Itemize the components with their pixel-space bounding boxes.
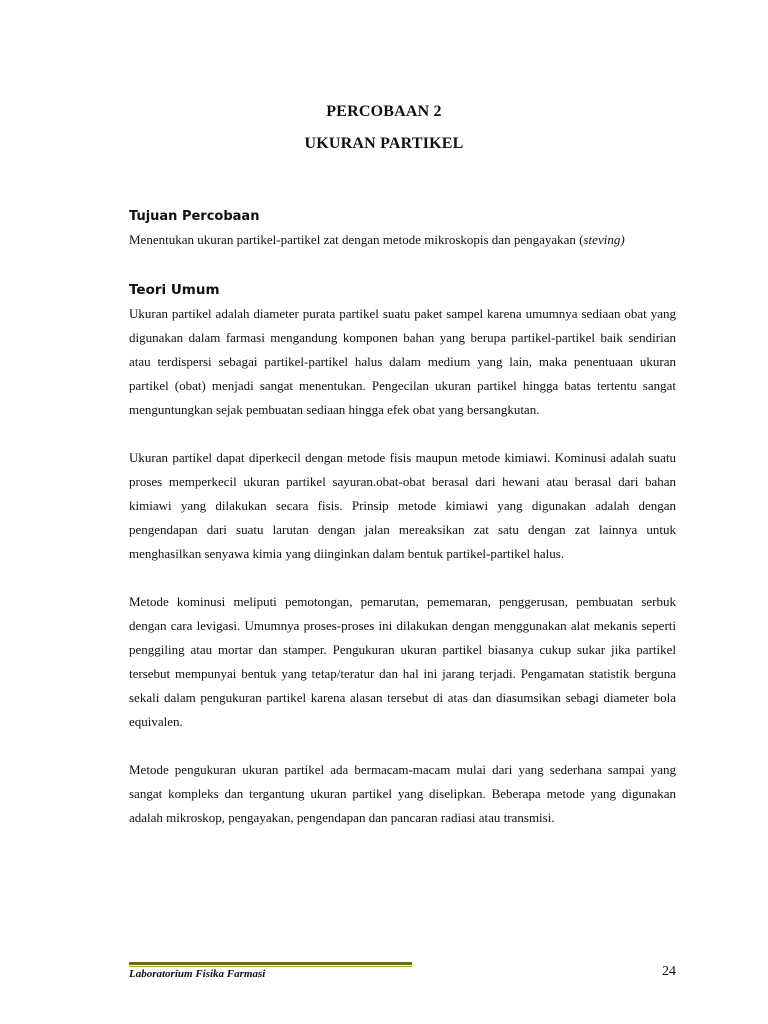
tujuan-paragraph (129, 228, 676, 252)
teori-paragraph-4: Metode pengukuran ukuran partikel ada bermacam-macam mulai dari yang sederhana sampai yang sangat kompleks dan tergantung ukuran partikel yang diselipkan. Beberapa metode yang digunakan adalah mikroskop, pengayakan, pengendapan dan pancaran radiasi atau transmisi. (129, 762, 676, 825)
teori-paragraph-2: Ukuran partikel dapat diperkecil dengan metode fisis maupun metode kimiawi. Kominusi adalah suatu proses memperkecil ukuran partikel sayuran.obat-obat berasal dari hewani atau berasal dari bahan kimiawi yang dilakukan secara fisis. Prinsip metode kimiawi yang digunakan adalah dengan pengendapan dari suatu larutan dengan jalan mereaksikan zat satu dengan zat lainnya untuk menghasilkan senyawa kimia yang diinginkan dalam bentuk partikel-partikel halus. (129, 450, 676, 561)
footer-label: Laboratorium Fisika Farmasi (129, 968, 266, 980)
footer-rule (129, 962, 412, 965)
tujuan-text-italic: steving) (583, 232, 625, 247)
section-heading-tujuan: Tujuan Percobaan (129, 209, 260, 224)
tujuan-text: Menentukan ukuran partikel-partikel zat dengan metode mikroskopis dan pengayakan ( (129, 232, 584, 247)
footer-rule-thin (129, 966, 412, 967)
teori-paragraph-3: Metode kominusi meliputi pemotongan, pemarutan, pememaran, penggerusan, pembuatan serbuk dengan cara levigasi. Umumnya proses-proses ini dilakukan dengan menggunakan alat mekanis seperti penggiling atau mortar dan stamper. Pengukuran ukuran partikel biasanya cukup sukar jika partikel tersebut mempunyai bentuk yang tetap/teratur dan hal ini jarang terjadi. Pengamatan statistik berguna sekali dalam pengukuran partikel karena alasan tersebut di atas dan diasumsikan sebagi diameter bola equivalen. (129, 594, 676, 729)
page-title: PERCOBAAN 2 (326, 103, 442, 120)
document-body (129, 206, 676, 830)
page-number: 24 (662, 964, 676, 979)
section-heading-teori: Teori Umum (129, 282, 220, 298)
teori-paragraph-1: Ukuran partikel adalah diameter purata partikel suatu paket sampel karena umumnya sediaan obat yang digunakan dalam farmasi mengandung komponen bahan yang berupa partikel-partikel baik sendirian atau terdispersi sebagai partikel-partikel halus dalam medium yang lain, maka penentuaan ukuran partikel (obat) menjadi sangat menentukan. Pengecilan ukuran partikel hingga batas tertentu sangat menguntungkan sejak pembuatan sediaan hingga efek obat yang bersangkutan. (129, 306, 676, 417)
page-subtitle: UKURAN PARTIKEL (304, 135, 464, 152)
